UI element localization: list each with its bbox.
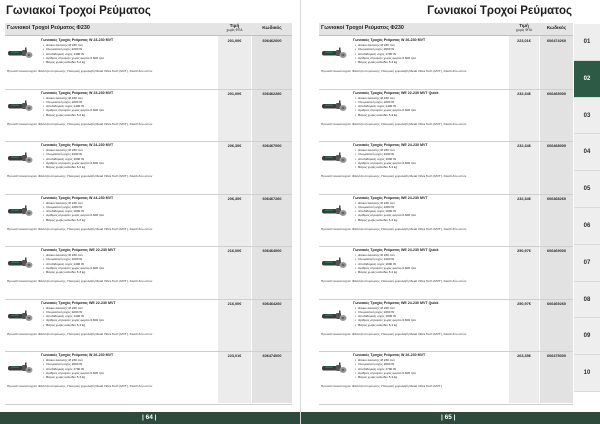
chapter-tab-label: 02 <box>583 75 591 82</box>
product-name: Γωνιακός Τροχός Ρεύματος WE 24-230 MVT Quick <box>353 248 439 252</box>
spec-list <box>43 358 104 379</box>
page-title: Γωνιακοί Τροχοί Ρεύματος <box>427 5 572 17</box>
product-accessories: Προσαπτονιοστοιχεία: Φλάντζα στερέωσης, Πλευρική χειρολαβή Metal Vibra Tech (MVT), Κλειδί δύο οπών <box>321 279 467 283</box>
product-price: 223,01€ <box>227 354 242 358</box>
table-header <box>5 23 292 36</box>
spec-item: ▪ Ονομαστική ισχύς 2400 W <box>43 152 104 156</box>
product-price: 206,30€ <box>227 196 242 201</box>
angle-grinder-icon <box>7 204 33 218</box>
spec-list <box>43 306 104 327</box>
product-accessories: Προσαπτονιοστοιχεία: Φλάντζα στερέωσης, Πλευρική χειρολαβή Metal Vibra Tech (MVT), Κλειδί δύο οπών <box>7 69 153 73</box>
spec-item: ▪ Βάρος χωρίς καλώδιο 5.4 kg <box>355 113 416 117</box>
spec-item: ▪ Αριθμός στροφών χωρίς φορτίο 6.600 rpm <box>43 161 104 165</box>
chapter-tab-label: 06 <box>583 223 591 229</box>
table-row <box>5 352 292 405</box>
spec-item: ▪ Δίσκοι λείανσης Ø 230 mm <box>355 253 416 257</box>
spec-item: ▪ Βάρος χωρίς καλώδιο 5.4 kg <box>355 375 416 379</box>
spec-item: ▪ Αριθμός στροφών χωρίς φορτίο 6.600 rpm <box>355 213 416 217</box>
angle-grinder-icon <box>7 309 33 323</box>
product-name: Γωνιακός Τροχός Ρεύματος W 24-230 MVT <box>41 195 114 200</box>
product-accessories: Προσαπτονιοστοιχεία: Φλάντζα στερέωσης, Πλευρική χειρολαβή Metal Vibra Tech (MVT), Κλειδί δύο οπών <box>7 279 153 283</box>
code-header: Κωδικός <box>546 26 567 31</box>
table-row <box>319 142 573 195</box>
spec-item: ▪ Βάρος χωρίς καλώδιο 5.3 kg <box>355 60 416 64</box>
spec-list <box>355 358 416 379</box>
product-name: Γωνιακός Τροχός Ρεύματος W 26-230 MVT <box>353 38 426 42</box>
table-row <box>319 352 573 405</box>
price-subheader: χωρίς ΦΠΑ <box>226 27 243 32</box>
spec-item: ▪ Βάρος χωρίς καλώδιο 5.4 kg <box>355 323 416 327</box>
spec-item: ▪ Βάρος χωρίς καλώδιο 5.4 kg <box>355 218 416 222</box>
spec-item: ▪ Αποδιδόμενη ισχύς 1700 W <box>355 367 416 371</box>
angle-grinder-icon <box>321 309 347 323</box>
chapter-tab-label: 08 <box>583 296 591 303</box>
product-code: 606475000 <box>546 354 566 358</box>
product-price: 206,30€ <box>227 144 242 148</box>
spec-item: ▪ Αριθμός στροφών χωρίς φορτίο 6.600 rpm <box>43 371 104 375</box>
spec-list <box>43 201 104 222</box>
spec-item: ▪ Δίσκοι λείανσης Ø 230 mm <box>355 306 416 310</box>
spec-item: ▪ Ονομαστική ισχύς 2200 W <box>43 257 104 261</box>
spec-item: ▪ Δίσκοι λείανσης Ø 230 mm <box>355 96 416 100</box>
table-row <box>5 195 292 248</box>
spec-item: ▪ Ονομαστική ισχύς 2600 W <box>355 47 416 51</box>
product-code: 606462000 <box>262 39 282 43</box>
table-row <box>319 247 573 300</box>
spec-item: ▪ Δίσκοι λείανσης Ø 230 mm <box>43 201 104 205</box>
spec-item: ▪ Βάρος χωρίς καλώδιο 5.2 kg <box>43 218 104 222</box>
angle-grinder-icon <box>7 361 33 375</box>
product-accessories: Προσαπτονιοστοιχεία: Φλάντζα στερέωσης, Πλευρική χειρολαβή Metal Vibra Tech (MVT), Κλειδί δύο οπών <box>321 174 467 178</box>
page-footer <box>0 412 300 424</box>
product-price: 216,00€ <box>227 301 242 306</box>
chapter-tab-label: 09 <box>583 333 591 340</box>
product-accessories: Προσαπτονιοστοιχεία: Φλάντζα στερέωσης, Πλευρική χειρολαβή Metal Vibra Tech (MVT), Κλειδί δύο οπών <box>7 121 153 126</box>
angle-grinder-icon <box>321 361 347 375</box>
spec-item: ▪ Ονομαστική ισχύς 2400 W <box>43 205 104 209</box>
chapter-tab-01[interactable] <box>574 24 600 61</box>
chapter-tab-09[interactable] <box>574 318 600 355</box>
angle-grinder-icon <box>321 256 347 270</box>
product-code: 606469000 <box>546 249 566 253</box>
section-title: Γωνιακοί Τροχοί Ρεύματος Φ230 <box>321 25 404 31</box>
price-header-label: Τιμή <box>229 23 240 28</box>
spec-item: ▪ Αριθμός στροφών χωρίς φορτίο 6.600 rpm <box>43 56 104 60</box>
product-table <box>5 23 292 403</box>
table-row <box>5 142 292 195</box>
code-header: Κωδικός <box>262 26 282 31</box>
chapter-tab-label: 05 <box>583 186 591 193</box>
spec-item: ▪ Βάρος χωρίς καλώδιο 5.3 kg <box>43 323 104 327</box>
angle-grinder-icon <box>321 46 347 60</box>
product-name: Γωνιακός Τροχός Ρεύματος W 23-230 MVT <box>41 38 114 42</box>
spec-list <box>355 253 416 274</box>
product-price: 250,97€ <box>517 301 531 306</box>
spec-item: ▪ Δίσκοι λείανσης Ø 230 mm <box>43 43 104 47</box>
product-price: 201,00€ <box>227 39 242 43</box>
product-name: Γωνιακός Τροχός Ρεύματος WE 24-230 MVT <box>353 195 428 200</box>
spec-item: ▪ Δίσκοι λείανσης Ø 230 mm <box>43 253 104 257</box>
chapter-tabs <box>574 24 600 392</box>
product-name: Γωνιακός Τροχός Ρεύματος WE 22-230 MVT Quick <box>353 90 439 95</box>
spec-item: ▪ Δίσκοι λείανσης Ø 230 mm <box>43 96 104 100</box>
spec-item: ▪ Αποδιδόμενη ισχύς 1700 W <box>355 52 416 56</box>
spec-item: ▪ Αποδιδόμενη ισχύς 1600 W <box>355 314 416 318</box>
spec-item: ▪ Αριθμός στροφών χωρίς φορτίο 6.600 rpm <box>355 56 416 60</box>
chapter-tab-08[interactable] <box>574 282 600 319</box>
spec-item: ▪ Αποδιδόμενη ισχύς 1400 W <box>43 104 104 108</box>
angle-grinder-icon <box>7 99 33 113</box>
spec-item: ▪ Δίσκοι λείανσης Ø 230 mm <box>43 306 104 310</box>
spec-item: ▪ Ονομαστική ισχύς 2200 W <box>43 310 104 314</box>
spec-item: ▪ Δίσκοι λείανσης Ø 230 mm <box>355 43 416 47</box>
chapter-tab-label: 07 <box>583 259 591 266</box>
price-subheader: χωρίς ΦΠΑ <box>516 27 532 32</box>
spec-list <box>355 43 416 64</box>
product-price: 232,34€ <box>517 91 531 96</box>
table-row <box>5 37 292 90</box>
product-code: 606467260 <box>262 196 282 201</box>
spec-item: ▪ Αποδιδόμενη ισχύς 1400 W <box>355 104 416 108</box>
spec-item: ▪ Δίσκοι λείανσης Ø 230 mm <box>355 358 416 362</box>
spec-item: ▪ Βάρος χωρίς καλώδιο 5.3 kg <box>43 375 104 379</box>
product-accessories: Προσαπτονιοστοιχεία: Φλάντζα στερέωσης, Πλευρική χειρολαβή Metal Vibra Tech (MVT), Κλειδί δύο οπών <box>7 226 153 231</box>
chapter-tab-label: 01 <box>583 39 591 45</box>
table-header <box>319 23 573 36</box>
product-name: Γωνιακός Τροχός Ρεύματος W 23-230 MVT <box>41 90 114 95</box>
section-title: Γωνιακοί Τροχοί Ρεύματος Φ230 <box>7 25 90 31</box>
table-row <box>319 90 573 143</box>
table-row <box>5 90 292 143</box>
table-row <box>5 247 292 300</box>
angle-grinder-icon <box>7 46 33 60</box>
product-name: Γωνιακός Τροχός Ρεύματος WE 22-230 MVT <box>41 300 116 305</box>
spec-item: ▪ Αριθμός στροφών χωρίς φορτίο 6.600 rpm <box>355 108 416 112</box>
spec-item: ▪ Βάρος χωρίς καλώδιο 5.3 kg <box>43 270 104 274</box>
spec-list <box>355 96 416 117</box>
product-accessories: Προσαπτονιοστοιχεία: Φλάντζα στερέωσης, Πλευρική χειρολαβή Metal Vibra Tech (MVT), Κλειδί δύο οπών <box>321 226 467 231</box>
product-name: Γωνιακός Τροχός Ρεύματος W 26-230 MVT <box>41 353 114 357</box>
spec-item: ▪ Αριθμός στροφών χωρίς φορτίο 6.600 rpm <box>355 161 416 165</box>
spec-item: ▪ Αποδιδόμενη ισχύς 1400 W <box>43 52 104 56</box>
chapter-tab-label: 10 <box>583 370 591 377</box>
chapter-tab-05[interactable] <box>574 171 600 208</box>
spec-item: ▪ Αποδιδόμενη ισχύς 1600 W <box>355 209 416 213</box>
product-accessories: Προσαπτονιοστοιχεία: Φλάντζα στερέωσης, Πλευρική χειρολαβή Metal Vibra Tech (MVT), Κλειδί δύο οπών <box>7 174 153 178</box>
angle-grinder-icon <box>7 256 33 270</box>
product-accessories: Προσαπτονιοστοιχεία: Φλάντζα στερέωσης, Πλευρική χειρολαβή Metal Vibra Tech (MVT) <box>321 384 442 388</box>
spec-item: ▪ Ονομαστική ισχύς 2400 W <box>355 310 416 314</box>
table-row <box>319 195 573 248</box>
price-header <box>509 24 539 32</box>
product-name: Γωνιακός Τροχός Ρεύματος WE 24-230 MVT <box>353 143 428 147</box>
product-code: 606467000 <box>262 144 282 148</box>
spec-item: ▪ Βάρος χωρίς καλώδιο 5.4 kg <box>355 165 416 169</box>
spec-item: ▪ Ονομαστική ισχύς 2600 W <box>43 362 104 366</box>
spec-item: ▪ Δίσκοι λείανσης Ø 230 mm <box>355 148 416 152</box>
spec-list <box>355 201 416 222</box>
spec-item: ▪ Αποδιδόμενη ισχύς 1400 W <box>43 314 104 318</box>
spec-item: ▪ Δίσκοι λείανσης Ø 230 mm <box>43 358 104 362</box>
table-row <box>319 37 573 90</box>
spec-list <box>355 306 416 327</box>
spec-list <box>43 96 104 117</box>
spec-item: ▪ Ονομαστική ισχύς 2200 W <box>355 100 416 104</box>
product-name: Γωνιακός Τροχός Ρεύματος WE 22-230 MVT <box>41 248 116 252</box>
angle-grinder-icon <box>321 151 347 165</box>
product-price: 223,01€ <box>517 39 531 43</box>
catalog-page-right <box>300 0 600 424</box>
spec-item: ▪ Δίσκοι λείανσης Ø 230 mm <box>43 148 104 152</box>
product-rows <box>319 37 573 403</box>
product-name: Γωνιακός Τροχός Ρεύματος W 26-230 MVT <box>353 353 426 357</box>
product-name: Γωνιακός Τροχός Ρεύματος W 24-230 MVT <box>41 143 114 147</box>
price-header-label: Τιμή <box>519 23 529 28</box>
spec-item: ▪ Ονομαστική ισχύς 2200 W <box>43 100 104 104</box>
spec-item: ▪ Βάρος χωρίς καλώδιο 5.2 kg <box>43 60 104 64</box>
chapter-tab-03[interactable] <box>574 98 600 135</box>
spec-item: ▪ Ονομαστική ισχύς 2400 W <box>355 205 416 209</box>
product-price: 216,00€ <box>227 249 242 253</box>
product-code: 606464000 <box>262 249 282 253</box>
table-row <box>5 300 292 353</box>
spec-item: ▪ Βάρος χωρίς καλώδιο 5.2 kg <box>43 113 104 117</box>
product-code: 606464260 <box>262 301 282 306</box>
spec-item: ▪ Αριθμός στροφών χωρίς φορτίο 6.600 rpm <box>43 266 104 270</box>
chapter-tab-10[interactable] <box>574 355 600 392</box>
spec-item: ▪ Αριθμός στροφών χωρίς φορτίο 6.600 rpm <box>355 266 416 270</box>
spec-item: ▪ Αποδιδόμενη ισχύς 1600 W <box>355 262 416 266</box>
spec-item: ▪ Αποδιδόμενη ισχύς 1400 W <box>43 262 104 266</box>
angle-grinder-icon <box>7 151 33 165</box>
spec-item: ▪ Αριθμός στροφών χωρίς φορτίο 6.600 rpm <box>355 318 416 322</box>
page-number: | 65 | <box>441 414 456 421</box>
page-title: Γωνιακοί Τροχοί Ρεύματος <box>6 5 151 17</box>
spec-item: ▪ Ονομαστική ισχύς 2200 W <box>43 47 104 51</box>
spec-item: ▪ Ονομαστική ισχύς 2400 W <box>355 152 416 156</box>
product-code: 606469260 <box>546 301 566 306</box>
chapter-tab-04[interactable] <box>574 134 600 171</box>
product-price: 250,97€ <box>517 249 531 253</box>
product-price: 232,34€ <box>517 144 531 148</box>
product-price: 232,34€ <box>517 196 531 201</box>
table-row <box>319 300 573 353</box>
chapter-tab-label: 04 <box>583 149 591 156</box>
page-footer <box>301 412 600 424</box>
product-code: 606468260 <box>546 196 566 201</box>
product-price: 201,00€ <box>227 91 242 96</box>
spec-item: ▪ Αποδιδόμενη ισχύς 1600 W <box>355 157 416 161</box>
product-code: 606462260 <box>262 91 282 96</box>
chapter-tab-06[interactable] <box>574 208 600 245</box>
product-accessories: Προσαπτονιοστοιχεία: Φλάντζα στερέωσης, Πλευρική χειρολαβή Metal Vibra Tech (MVT), Κλειδί δύο οπών <box>321 69 467 73</box>
angle-grinder-icon <box>321 99 347 113</box>
product-accessories: Προσαπτονιοστοιχεία: Φλάντζα στερέωσης, Πλευρική χειρολαβή Metal Vibra Tech (MVT), Κλειδί δύο οπών <box>7 331 153 336</box>
price-header <box>218 24 251 32</box>
chapter-tab-02[interactable] <box>574 61 600 98</box>
product-accessories: Προσαπτονιοστοιχεία: Φλάντζα στερέωσης, Πλευρική χειρολαβή Metal Vibra Tech (MVT), Κλειδί δύο οπών <box>321 121 467 126</box>
page-number: | 64 | <box>142 414 157 421</box>
chapter-tab-label: 03 <box>583 112 591 119</box>
spec-item: ▪ Ονομαστική ισχύς 2600 W <box>355 362 416 366</box>
spec-item: ▪ Αριθμός στροφών χωρίς φορτίο 6.600 rpm <box>43 108 104 112</box>
product-price: 263,35€ <box>517 354 531 358</box>
spec-item: ▪ Αποδιδόμενη ισχύς 1700 W <box>43 367 104 371</box>
spec-item: ▪ Βάρος χωρίς καλώδιο 5.2 kg <box>43 165 104 169</box>
product-code: 606474260 <box>546 39 566 43</box>
angle-grinder-icon <box>321 204 347 218</box>
spec-item: ▪ Αριθμός στροφών χωρίς φορτίο 6.600 rpm <box>43 213 104 217</box>
product-table <box>319 23 573 403</box>
spec-item: ▪ Αριθμός στροφών χωρίς φορτίο 6.600 rpm <box>355 371 416 375</box>
spec-list <box>43 253 104 274</box>
product-code: 606468000 <box>546 144 566 148</box>
spec-item: ▪ Αποδιδόμενη ισχύς 1600 W <box>43 157 104 161</box>
spec-item: ▪ Δίσκοι λείανσης Ø 230 mm <box>355 201 416 205</box>
product-code: 606465000 <box>546 91 566 96</box>
spec-list <box>43 148 104 169</box>
product-name: Γωνιακός Τροχός Ρεύματος WE 24-230 MVT Quick <box>353 300 439 305</box>
product-rows <box>5 37 292 403</box>
spec-item: ▪ Ονομαστική ισχύς 2400 W <box>355 257 416 261</box>
product-accessories: Προσαπτονιοστοιχεία: Φλάντζα στερέωσης, Πλευρική χειρολαβή Metal Vibra Tech (MVT), Κλειδί δύο οπών <box>321 331 467 336</box>
spec-list <box>355 148 416 169</box>
product-code: 606474000 <box>262 354 282 358</box>
spec-list <box>43 43 104 64</box>
spec-item: ▪ Αποδιδόμενη ισχύς 1600 W <box>43 209 104 213</box>
spec-item: ▪ Βάρος χωρίς καλώδιο 5.4 kg <box>355 270 416 274</box>
product-accessories: Προσαπτονιοστοιχεία: Φλάντζα στερέωσης, Πλευρική χειρολαβή Metal Vibra Tech (MVT), Κλειδί δύο οπών <box>7 384 153 388</box>
spec-item: ▪ Αριθμός στροφών χωρίς φορτίο 6.600 rpm <box>43 318 104 322</box>
chapter-tab-07[interactable] <box>574 245 600 282</box>
